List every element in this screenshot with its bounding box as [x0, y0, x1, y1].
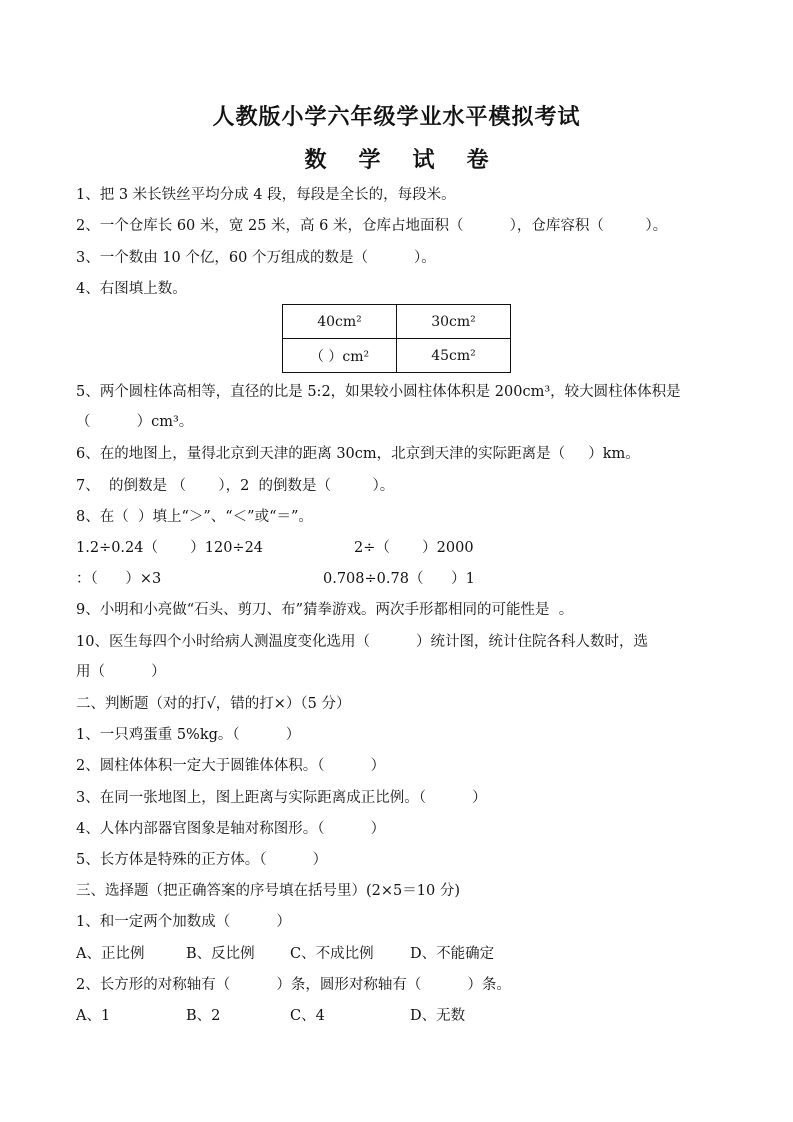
question-4-table	[282, 304, 511, 373]
choice-option: D、无数	[410, 1008, 466, 1024]
choice-option: A、1	[76, 1008, 111, 1024]
question-8-item: 1.2÷0.24（ ）120÷24	[76, 540, 264, 556]
judgment-item: 4、人体内部器官图象是轴对称图形。（ ）	[76, 821, 386, 837]
table-cell: 40cm²	[283, 305, 397, 339]
question-6: 6、在的地图上，量得北京到天津的距离 30cm，北京到天津的实际距离是（ ）km。	[76, 446, 640, 462]
subtitle-char: 卷	[466, 148, 489, 173]
judgment-item: 2、圆柱体体积一定大于圆锥体体积。（ ）	[76, 758, 386, 774]
choice-question-2: 2、长方形的对称轴有（ ）条，圆形对称轴有（ ）条。	[76, 977, 511, 993]
question-8: 8、在（ ）填上“＞”、“＜”或“＝”。	[76, 509, 313, 525]
question-9: 9、小明和小亮做“石头、剪刀、布”猜拳游戏。两次手形都相同的可能性是 。	[76, 602, 574, 618]
table-cell: 30cm²	[397, 305, 511, 339]
choice-option: A、正比例	[76, 946, 145, 962]
question-2: 2、一个仓库长 60 米，宽 25 米，高 6 米，仓库占地面积（ ），仓库容积（ ）。	[76, 218, 668, 234]
judgment-item: 5、长方体是特殊的正方体。（ ）	[76, 852, 328, 868]
question-1: 1、把 3 米长铁丝平均分成 4 段，每段是全长的，每段米。	[76, 187, 456, 203]
question-8-item: 0.708÷0.78（ ）1	[323, 571, 475, 587]
question-3: 3、一个数由 10 个亿，60 个万组成的数是（ ）。	[76, 250, 436, 266]
question-7: 7、 的倒数是 （ ），2 的倒数是（ ）。	[76, 478, 395, 494]
question-10-line-1: 10、医生每四个小时给病人测温度变化选用（ ）统计图，统计住院各科人数时，选	[76, 634, 649, 650]
choice-option: B、2	[186, 1008, 221, 1024]
question-10-line-2: 用（ ）	[76, 664, 166, 680]
choice-option: C、不成比例	[290, 946, 374, 962]
subtitle-char: 学	[358, 148, 381, 173]
table-cell: 45cm²	[397, 339, 511, 373]
judgment-item: 3、在同一张地图上，图上距离与实际距离成正比例。（ ）	[76, 790, 487, 806]
page-subtitle	[0, 143, 793, 174]
section-2-heading: 二、判断题（对的打√，错的打×）（5 分）	[76, 696, 351, 712]
choice-question-1: 1、和一定两个加数成（ ）	[76, 914, 291, 930]
choice-option: C、4	[290, 1008, 325, 1024]
section-3-heading: 三、选择题（把正确答案的序号填在括号里）(2×5＝10 分)	[76, 883, 460, 899]
question-5-line-2: （ ）cm³。	[76, 414, 194, 430]
subtitle-char: 试	[412, 148, 435, 173]
table-cell: （ ）cm²	[283, 339, 397, 373]
page-title: 人教版小学六年级学业水平模拟考试	[212, 105, 581, 130]
question-8-item: ：（ ）×3	[76, 571, 162, 587]
question-8-item: 2÷（ ）2000	[354, 540, 474, 556]
choice-option: D、不能确定	[410, 946, 495, 962]
question-5-line-1: 5、两个圆柱体高相等，直径的比是 5:2，如果较小圆柱体体积是 200cm³，较大圆柱体体积是	[76, 384, 681, 400]
question-4: 4、右图填上数。	[76, 281, 187, 297]
judgment-item: 1、一只鸡蛋重 5%kg。（ ）	[76, 727, 301, 743]
subtitle-char: 数	[304, 148, 327, 173]
choice-option: B、反比例	[186, 946, 255, 962]
